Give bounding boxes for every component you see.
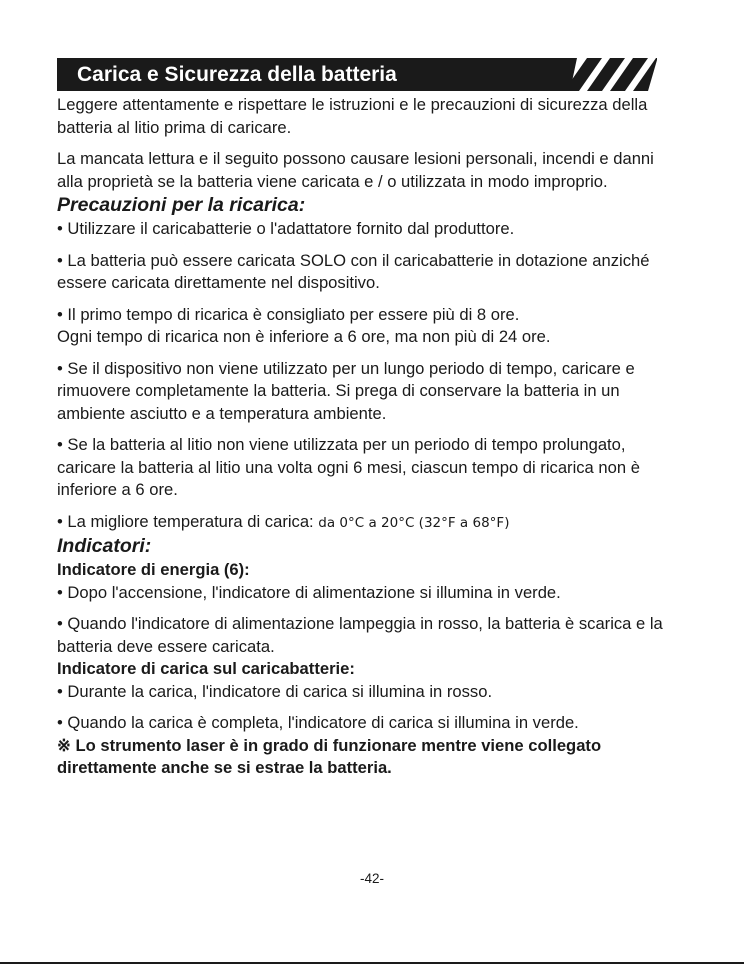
charger-indicator-item: • Quando la carica è completa, l'indicatore di carica si illumina in verde. [57, 713, 579, 732]
temperature-label: • La migliore temperatura di carica: [57, 511, 319, 531]
precaution-item: • La batteria può essere caricata SOLO con il caricabatterie in dotazione anziché essere caricata direttamente nel dispositivo. [57, 250, 650, 292]
intro-paragraph: La mancata lettura e il seguito possono causare lesioni personali, incendi e danni alla proprietà se la batteria viene caricata e / o utilizzata in modo improprio. [57, 149, 654, 191]
page-number: -42- [359, 871, 384, 886]
intro-paragraph: Leggere attentamente e rispettare le istruzioni e le precauzioni di sicurezza della batteria al litio prima di caricare. [57, 95, 648, 137]
temperature-item [57, 511, 677, 535]
precaution-item: • Il primo tempo di ricarica è consigliato per essere più di 8 ore. [57, 304, 520, 324]
precaution-item: • Se la batteria al litio non viene utilizzata per un periodo di tempo prolungato, caricare la batteria al litio una volta ogni 6 mesi, ciascun tempo di ricarica non è inferiore a 6 ore. [57, 435, 640, 499]
charger-indicator-item: • Durante la carica, l'indicatore di carica si illumina in rosso. [57, 681, 493, 701]
temperature-value: da 0°C a 20°C (32°F a 68°F) [318, 514, 510, 531]
precautions-heading: Precauzioni per la ricarica: [57, 194, 306, 216]
laser-note: ※ Lo strumento laser è in grado di funzionare mentre viene collegato direttamente anche se si estrae la batteria. [57, 735, 602, 777]
precaution-item: • Utilizzare il caricabatterie o l'adattatore fornito dal produttore. [57, 219, 515, 238]
page-content [57, 94, 677, 780]
indicators-heading: Indicatori: [57, 535, 152, 557]
energy-indicator-item: • Dopo l'accensione, l'indicatore di alimentazione si illumina in verde. [57, 582, 561, 602]
precaution-item: Ogni tempo di ricarica non è inferiore a 6 ore, ma non più di 24 ore. [57, 327, 551, 346]
bottom-divider [0, 962, 744, 964]
charger-indicator-subheading: Indicatore di carica sul caricabatterie: [57, 659, 355, 678]
precaution-item: • Se il dispositivo non viene utilizzato per un lungo periodo di tempo, caricare e rimuovere completamente la batteria. Si prega di conservare la batteria in un ambiente asciutto e a temperatura ambiente. [57, 358, 635, 423]
section-header [57, 58, 657, 91]
energy-indicator-item: • Quando l'indicatore di alimentazione lampeggia in rosso, la batteria è scarica e la batteria deve essere caricata. [57, 614, 663, 656]
energy-indicator-subheading: Indicatore di energia (6): [57, 560, 250, 579]
page-title: Carica e Sicurezza della batteria [77, 63, 397, 86]
